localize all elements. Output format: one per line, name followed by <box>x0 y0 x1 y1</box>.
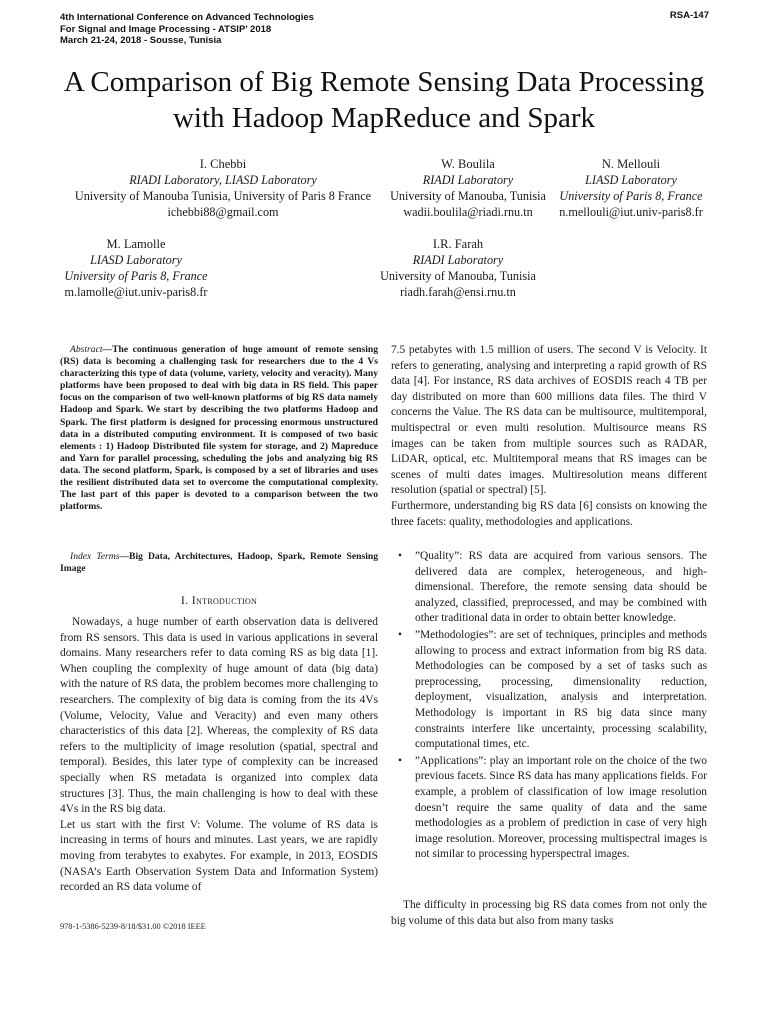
abstract <box>60 344 378 513</box>
author-block-farah <box>380 236 536 300</box>
author-name: I.R. Farah <box>432 237 484 251</box>
author-institution: University of Manouba, Tunisia <box>380 269 536 283</box>
conference-line-1: 4th International Conference on Advanced Technologies <box>60 12 314 23</box>
list-item-text: ”Applications”: play an important role on the choice of the two previous facets. Since RS data has many applications fields. For example, a problem of classification of low image resolution doesn’t require the same quality of data and the same methodologies as a problem of prediction in case of very high image resolution. Moreover, processing multispectral images is not similar to processing hyperspectral images. <box>415 754 707 861</box>
author-block-lamolle <box>64 236 207 300</box>
right-column-bottom <box>391 898 707 929</box>
section-heading-introduction <box>60 593 378 608</box>
author-email: riadh.farah@ensi.rnu.tn <box>400 285 516 299</box>
author-name: M. Lamolle <box>106 237 166 251</box>
right-column-top <box>391 343 707 530</box>
author-institution: University of Manouba Tunisia, University of Paris 8 France <box>74 189 372 203</box>
paper-id: RSA-147 <box>669 10 709 21</box>
list-item-text: ”Quality”: RS data are acquired from various sensors. The delivered data are complex, heterogeneous, and high-dimensional. Therefore, the remote sensing data should be analyzed, classified, preprocessed, and may be combined with other traditional data in order to obtain better knowledge. <box>415 550 707 625</box>
intro-paragraph-2: Let us start with the first V: Volume. The volume of RS data is increasing in terms of hours and minutes. Last years, we are rapidly moving from terabytes to exabytes. For example, in 2013, EOSDIS (NASA’s Earth Observation System Data and Information System) recorded an RS data volume of <box>60 818 378 894</box>
introduction-body <box>60 615 378 896</box>
author-name: I. Chebbi <box>199 157 247 171</box>
conference-header <box>60 12 460 47</box>
author-email: ichebbi88@gmail.com <box>167 205 279 219</box>
author-block-chebbi <box>75 156 371 220</box>
author-affiliation: RIADI Laboratory <box>412 253 504 267</box>
author-affiliation: LIASD Laboratory <box>90 253 182 267</box>
list-item-text: ”Methodologies”: are set of techniques, principles and methods allowing to process and extract information from big RS data. Methodologies can be composed by a set of tasks such as preprocessing, processing, dimensionality reduction, deployment, visualization, analysis and interpretation. Methodology is important in RS big data since many constraints interfere like uncertainty, processing scalability, computational times, etc. <box>415 628 707 751</box>
right-paragraph-2: Furthermore, understanding big RS data [6] consists on knowing the three facets: quality, methodologies and applications. <box>391 499 707 528</box>
author-email: n.mellouli@iut.univ-paris8.fr <box>559 205 703 219</box>
bullet-icon: • <box>398 550 402 562</box>
abstract-text: —The continuous generation of huge amount of remote sensing (RS) data is becoming a challenging task for researchers due to the 4 Vs characterizing this type of data (volume, variety, velocity and veracity). Many platforms have been proposed to deal with big data in RS field. This paper focus on the comparison of two well-known platforms of big RS data namely Hadoop and Spark. We start by describing the two platforms Hadoop and Spark. The first platform is designed for processing enormous unstructured data in a distributed computing environment. It is composed of two basic elements : 1) Hadoop Distributed file system for storage, and 2) Mapreduce and Yarn for parallel processing, scheduling the jobs and analyzing big RS data. The second platform, Spark, is composed by a set of libraries and uses the resilient distributed data set to overcome the computational complexity. The last part of this paper is devoted to a comparison between the two platforms. <box>60 344 378 513</box>
abstract-label: Abstract <box>70 344 103 355</box>
author-institution: University of Paris 8, France <box>559 189 703 203</box>
list-item-methodologies <box>391 628 707 753</box>
facets-list <box>391 549 707 864</box>
author-block-boulila <box>390 156 546 220</box>
index-terms-text: —Big Data, Architectures, Hadoop, Spark, Remote Sensing Image <box>60 551 378 575</box>
copyright-notice: 978-1-5386-5239-8/18/$31.00 ©2018 IEEE <box>60 922 206 931</box>
author-affiliation: RIADI Laboratory, LIASD Laboratory <box>129 173 317 187</box>
list-item-quality <box>391 549 707 627</box>
author-name: N. Mellouli <box>601 157 661 171</box>
right-paragraph-1: 7.5 petabytes with 1.5 million of users. The second V is Velocity. It refers to generating, analysing and interpreting a rapid growth of RS data [4]. For instance, RS data archives of EOSDIS reach 4 TB per day distributed on more than 600 millions data files. The third V concerns the Value. The RS data can be multisource, multitemporal, multispectral or even multi resolution. Multisource means RS images can be taken from multiple sources such as RADAR, LiDAR, optical, etc. Multitemporal means that RS images can be scenes of multi dates images. Multiresolution means different resolution (spatial or spectral) [5]. <box>391 344 707 497</box>
author-institution: University of Paris 8, France <box>64 269 208 283</box>
author-affiliation: RIADI Laboratory <box>422 173 514 187</box>
section-number: I. <box>180 593 189 607</box>
author-email: wadii.boulila@riadi.rnu.tn <box>403 205 533 219</box>
bullet-icon: • <box>398 754 402 767</box>
author-name: W. Boulila <box>441 157 495 171</box>
intro-paragraph-1: Nowadays, a huge number of earth observation data is delivered from RS sensors. This data is used in various applications in several domains. Many researchers refer to data coming RS as big data [1]. When coupling the complexity of huge amount of data (big data) with the nature of RS data, the problem becomes more challenging to researchers. The complexity of big data is coming from the its 4Vs (Volume, Velocity, Value and Veracity) and even many others characteristics of this data [2]. Whereas, the complexity of RS data refers to the multiplicity of image resolution (spatial, spectral and temporal). Besides, this later type of complexity can be increased specially when RS metadata is organized into complex data structures [3]. Thus, the main challenging is how to deal with these 4Vs in the RS big data. <box>60 616 378 816</box>
right-paragraph-3: The difficulty in processing big RS data comes from not only the big volume of this data but also from many tasks <box>391 899 707 927</box>
list-item-applications <box>391 754 707 863</box>
conference-line-3: March 21-24, 2018 - Sousse, Tunisia <box>60 35 222 46</box>
author-email: m.lamolle@iut.univ-paris8.fr <box>64 285 208 299</box>
author-block-mellouli <box>559 156 703 220</box>
author-affiliation: LIASD Laboratory <box>585 173 677 187</box>
index-terms <box>60 551 378 575</box>
section-title: Introduction <box>191 593 258 607</box>
paper-title: A Comparison of Big Remote Sensing Data Processing with Hadoop MapReduce and Spark <box>63 66 705 134</box>
bullet-icon: • <box>398 628 402 641</box>
index-terms-label: Index Terms <box>70 551 120 562</box>
conference-line-2: For Signal and Image Processing - ATSIP’ 2018 <box>60 23 272 35</box>
author-institution: University of Manouba, Tunisia <box>390 189 546 203</box>
